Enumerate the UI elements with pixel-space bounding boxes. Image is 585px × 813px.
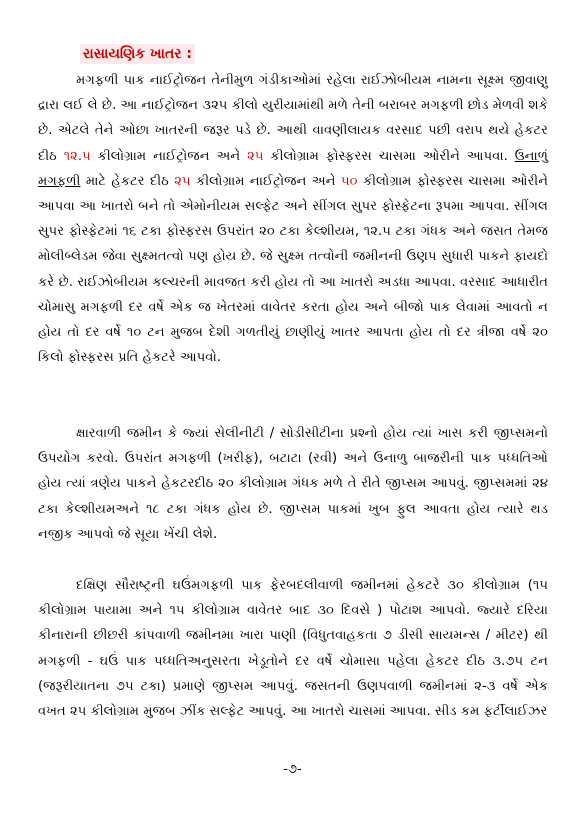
paragraph-1-part-2: કીલોગ્રામ નાઈટ્રોજન અને xyxy=(90,148,248,164)
paragraph-1-part-4: માટે હેકટર દીઠ xyxy=(80,173,175,189)
paragraph-gypsum xyxy=(38,421,548,547)
paragraph-1-part-1: મગફળી પાક નાઈટ્રોજન તેનીમુળ ગંડીકાઓમાં રહેલા રાઈઝોબીયમ નામના સૂક્ષ્મ જીવાણુ દ્રારા લઈ લે છે. આ નાઈટ્રોજન ૩૨૫ કીલો યુરીયામાંથી મળે તેની બરાબર મગફળી છોડ મેળવી શકે છે. એટલે તેને ઓછા ખાતરની જરૂર પડે છે. આથી વાવણીલાયક વરસાદ પછી વરાપ થયે હેકટર દીઠ xyxy=(38,73,548,164)
paragraph-2-text: ક્ષારવાળી જમીન કે જ્યાં સેલીનીટી / સોડીસીટીના પ્રશ્નો હોય ત્યાં ખાસ કરી જીપ્સમનો ઉપયોગ કરવો. ઉપરાંત મગફળી (ખરીફ), બટાટા (રવી) અને ઉનાળુ બાજરીની પાક પધ્ધતિઓ હોય ત્યાં ત્રણેય પાકને હેકટરદીઠ ૨૦ કીલોગ્રામ ગંધક મળે તે રીતે જીપ્સમ આપવું. જીપ્સમમાં ૨૪ ટકા કેલ્શીયમઅને ૧૮ ટકા ગંધક હોય છે. જીપ્સમ પાકમાં ખુબ ફુલ આવતા હોય ત્યારે થડ નજીક આપવો જે સૂયા ખેંચી લેશે. xyxy=(38,426,548,542)
paragraph-1-part-5: કીલોગ્રામ નાઈટ્રોજન અને xyxy=(190,173,341,189)
highlight-summer-nitrogen-rate: ૨૫ xyxy=(174,173,191,189)
page-number: -૭- xyxy=(283,762,302,777)
paragraph-3-text: દક્ષિણ સૌરાષ્ટ્રની ઘઉંમગફળી પાક ફેરબદલીવાળી જમીનમાં હેકટરે ૩૦ કીલોગ્રામ (૧૫ કીલોગ્રામ પાયામા અને ૧૫ કીલોગ્રામ વાવેતર બાદ ૩૦ દિવસે ) પોટાશ આપવો. જ્યારે દરિયા કીનારાની છીછરી કાંપવાળી જમીનમા ખારા પાણી (વિધુતવાહકતા ૭ ડીસી સાયમન્સ / મીટર) થી મગફળી - ઘઉં પાક પધ્ધતિઅનુસરતા ખેડૂતોને દર વર્ષે ચોમાસા પહેલા હેકટર દીઠ ૩.૭૫ ટન (જરૂરીયાતના ૭૫ ટકા) પ્રમાણે જીપ્સમ આપવું. જસતની ઉણપવાળી જમીનમાં ૨-૩ વર્ષે એક વખત ૨૫ કીલોગ્રામ મુજબ ઝીંક સલ્ફેટ આપવું. આ ખાતરો ચાસમાં આપવા. સીડ કમ ફર્ટીલાઈઝર xyxy=(38,578,548,720)
paragraph-chemical-fertilizer xyxy=(38,68,548,370)
highlight-phosphorus-rate: ૨૫ xyxy=(247,148,264,164)
highlight-nitrogen-rate: ૧૨.૫ xyxy=(63,148,91,164)
paragraph-1-part-6: કીલોગ્રામ ફોસ્ફરસ ચાસમા ઓરીને આપવા આ ખાતરો બને તો એમોનીયમ સલ્ફેટ અને સીંગલ સુપર ફોસ્ફેટના રૂપમા આપવા. સીંગલ સુપર ફોસ્ફેટમાં ૧૬ ટકા ફોસ્ફરસ ઉપરાંત ૨૦ ટકા કેલ્શીયમ, ૧૨.૫ ટકા ગંધક અને જસત તેમજ મોલીબ્લેડમ જેવા સુક્ષ્મતત્વો પણ હોય છે. જે સુક્ષ્મ તત્વોની જમીનની ઉણપ સુધારી પાકને ફાયદો કરે છે. રાઈઝોબીયમ કલ્ચરની માવજત કરી હોય તો આ ખાતરો અડધા આપવા. વરસાદ આધારીત ચોમાસુ મગફળી દર વર્ષે એક જ ખેતરમાં વાવેતર કરતા હોય અને બીજો પાક લેવામાં આવતો ન હોય તો દર વર્ષે ૧૦ ટન મુજબ દેશી ગળતીયું છાણીયું ખાતર આપતા હોય તો દર ત્રીજા વર્ષે ૨૦ કિલો ફોસ્ફરસ પ્રતિ હેકટરે આપવો. xyxy=(38,173,549,366)
paragraph-1-part-3: કીલોગ્રામ ફોસ્ફરસ ચાસમા ઓરીને આપવા. xyxy=(263,148,515,164)
paragraph-potash xyxy=(38,573,548,724)
summer-groundnut-label: ઉનાળું મગફળી xyxy=(38,148,549,189)
highlight-summer-phosphorus-rate: ૫૦ xyxy=(340,173,358,189)
section-heading: રાસાયણિક ખાતર : xyxy=(80,44,195,64)
